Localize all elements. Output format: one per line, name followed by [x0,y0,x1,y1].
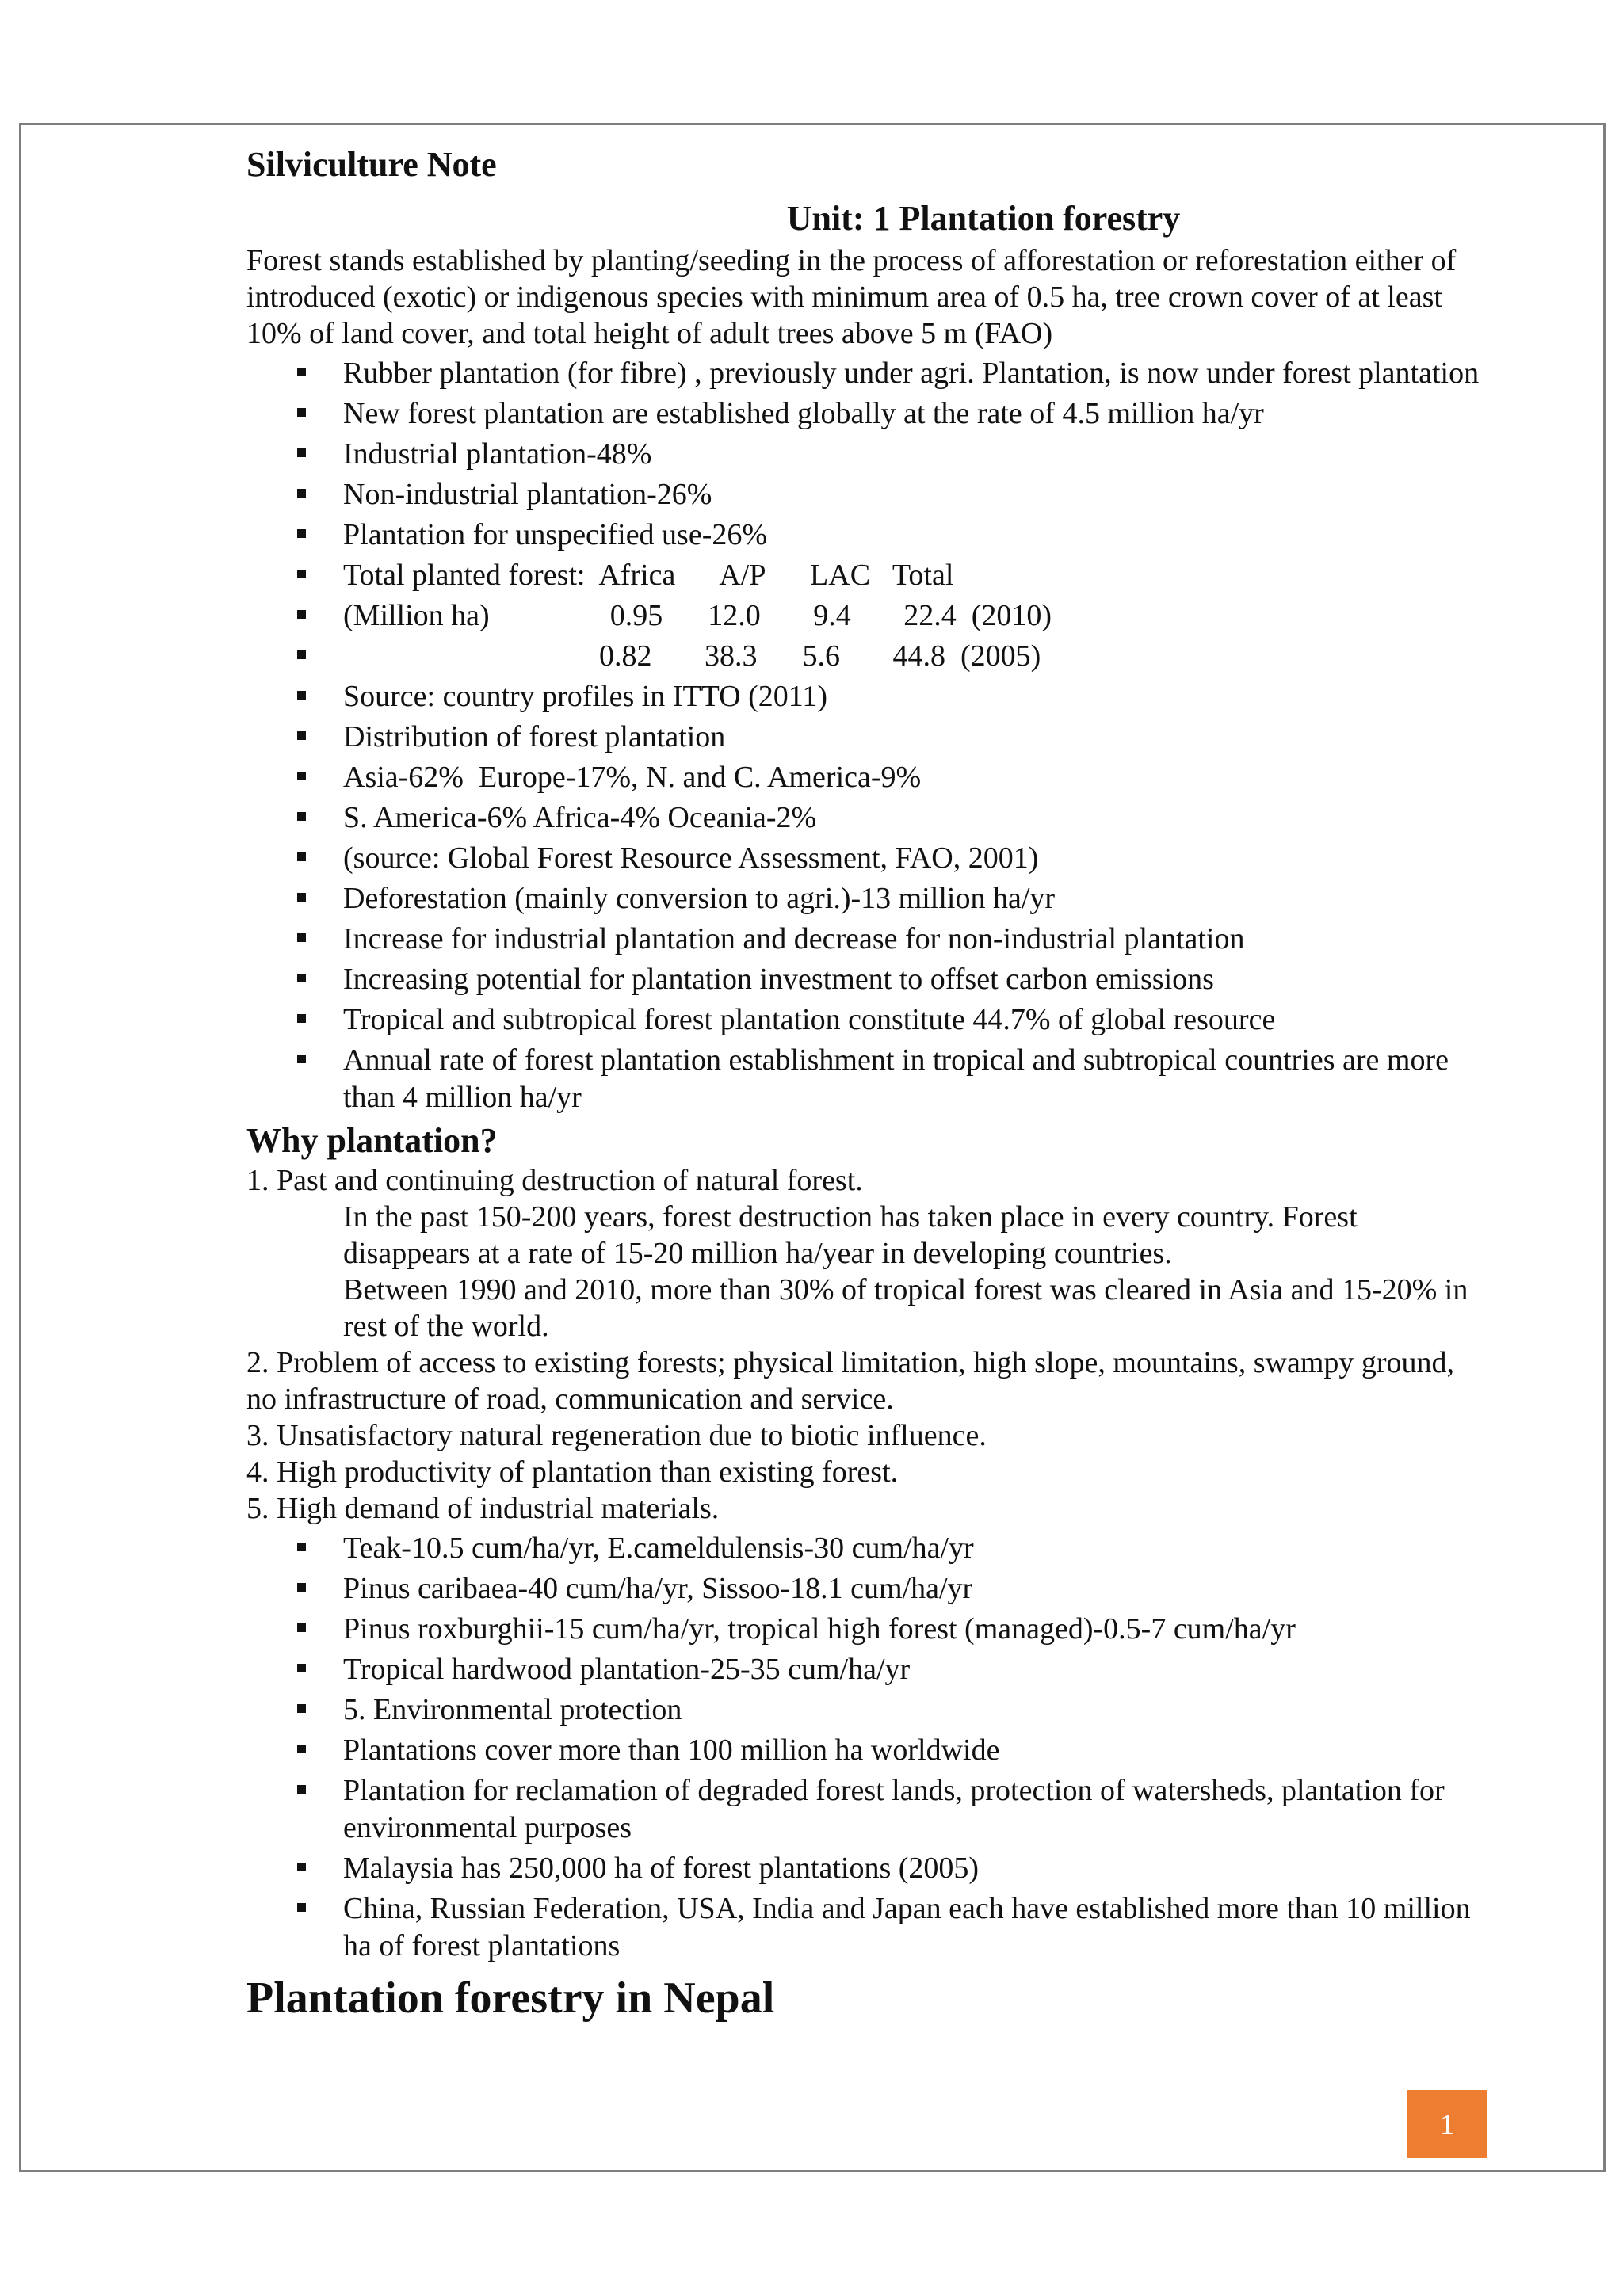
unit-title: Unit: 1 Plantation forestry [786,199,1181,238]
bullet-item: China, Russian Federation, USA, India and Japan each have established more than 10 million ha of forest plantations [246,1890,1483,1965]
bullet-item: Asia-62% Europe-17%, N. and C. America-9% [246,759,1483,796]
bullet-item: Distribution of forest plantation [246,719,1483,756]
bullet-item: Annual rate of forest plantation establishment in tropical and subtropical countries are more than 4 million ha/yr [246,1042,1483,1116]
bullet-item: Increasing potential for plantation investment to offset carbon emissions [246,961,1483,998]
reason-5: 5. High demand of industrial materials. [246,1492,720,1525]
bullet-item: Pinus roxburghii-15 cum/ha/yr, tropical high forest (managed)-0.5-7 cum/ha/yr [246,1611,1483,1648]
reason-3: 3. Unsatisfactory natural regeneration due to biotic influence. [246,1419,987,1452]
why-plantation-heading: Why plantation? [246,1121,498,1160]
bullet-item: (Million ha) 0.95 12.0 9.4 22.4 (2010) [246,597,1483,635]
bullet-item: Teak-10.5 cum/ha/yr, E.cameldulensis-30 cum/ha/yr [246,1530,1483,1567]
bullet-item: 5. Environmental protection [246,1691,1483,1729]
productivity-bullet-list [246,1530,1483,1965]
bullet-item: Tropical and subtropical forest plantation constitute 44.7% of global resource [246,1001,1483,1039]
bullet-item: Plantation for unspecified use-26% [246,517,1483,554]
reason-1: 1. Past and continuing destruction of natural forest. [246,1164,863,1197]
reason-4: 4. High productivity of plantation than existing forest. [246,1455,899,1489]
bullet-item: Total planted forest: Africa A/P LAC Total [246,557,1483,594]
bullet-item: Tropical hardwood plantation-25-35 cum/ha/yr [246,1651,1483,1688]
page-number-badge: 1 [1407,2090,1487,2158]
bullet-item: S. America-6% Africa-4% Oceania-2% [246,799,1483,837]
definition-paragraph: Forest stands established by planting/seeding in the process of afforestation or reforestation either of introduced (exotic) or indigenous species with minimum area of 0.5 ha, tree crown cover of at least 10% of land cover, and total height of adult trees above 5 m (FAO) [246,244,1457,350]
bullet-item: (source: Global Forest Resource Assessment, FAO, 2001) [246,840,1483,877]
bullet-item: Malaysia has 250,000 ha of forest plantations (2005) [246,1850,1483,1887]
bullet-item: New forest plantation are established globally at the rate of 4.5 million ha/yr [246,395,1483,433]
reason-2: 2. Problem of access to existing forests; physical limitation, high slope, mountains, swampy ground, no infrastructure of road, communication and service. [246,1346,1455,1416]
bullet-item: 0.82 38.3 5.6 44.8 (2005) [246,638,1483,675]
bullet-item: Non-industrial plantation-26% [246,476,1483,513]
bullet-item: Rubber plantation (for fibre) , previously under agri. Plantation, is now under forest plantation [246,355,1483,392]
bullet-item: Source: country profiles in ITTO (2011) [246,678,1483,715]
statistics-bullet-list [246,355,1483,1116]
bullet-item: Industrial plantation-48% [246,436,1483,473]
bullet-item: Plantations cover more than 100 million ha worldwide [246,1732,1483,1769]
nepal-section-heading: Plantation forestry in Nepal [246,1974,775,2023]
document-content [246,141,1483,2027]
bullet-item: Deforestation (mainly conversion to agri.)-13 million ha/yr [246,880,1483,917]
document-heading: Silviculture Note [246,145,497,184]
bullet-item: Pinus caribaea-40 cum/ha/yr, Sissoo-18.1 cum/ha/yr [246,1570,1483,1608]
bullet-item: Increase for industrial plantation and decrease for non-industrial plantation [246,921,1483,958]
bullet-item: Plantation for reclamation of degraded forest lands, protection of watersheds, plantation for environmental purposes [246,1772,1483,1847]
reason-1-detail-b: Between 1990 and 2010, more than 30% of tropical forest was cleared in Asia and 15-20% in rest of the world. [343,1273,1468,1343]
reason-1-detail-a: In the past 150-200 years, forest destruction has taken place in every country. Forest disappears at a rate of 15-20 million ha/year in developing countries. [343,1200,1358,1270]
